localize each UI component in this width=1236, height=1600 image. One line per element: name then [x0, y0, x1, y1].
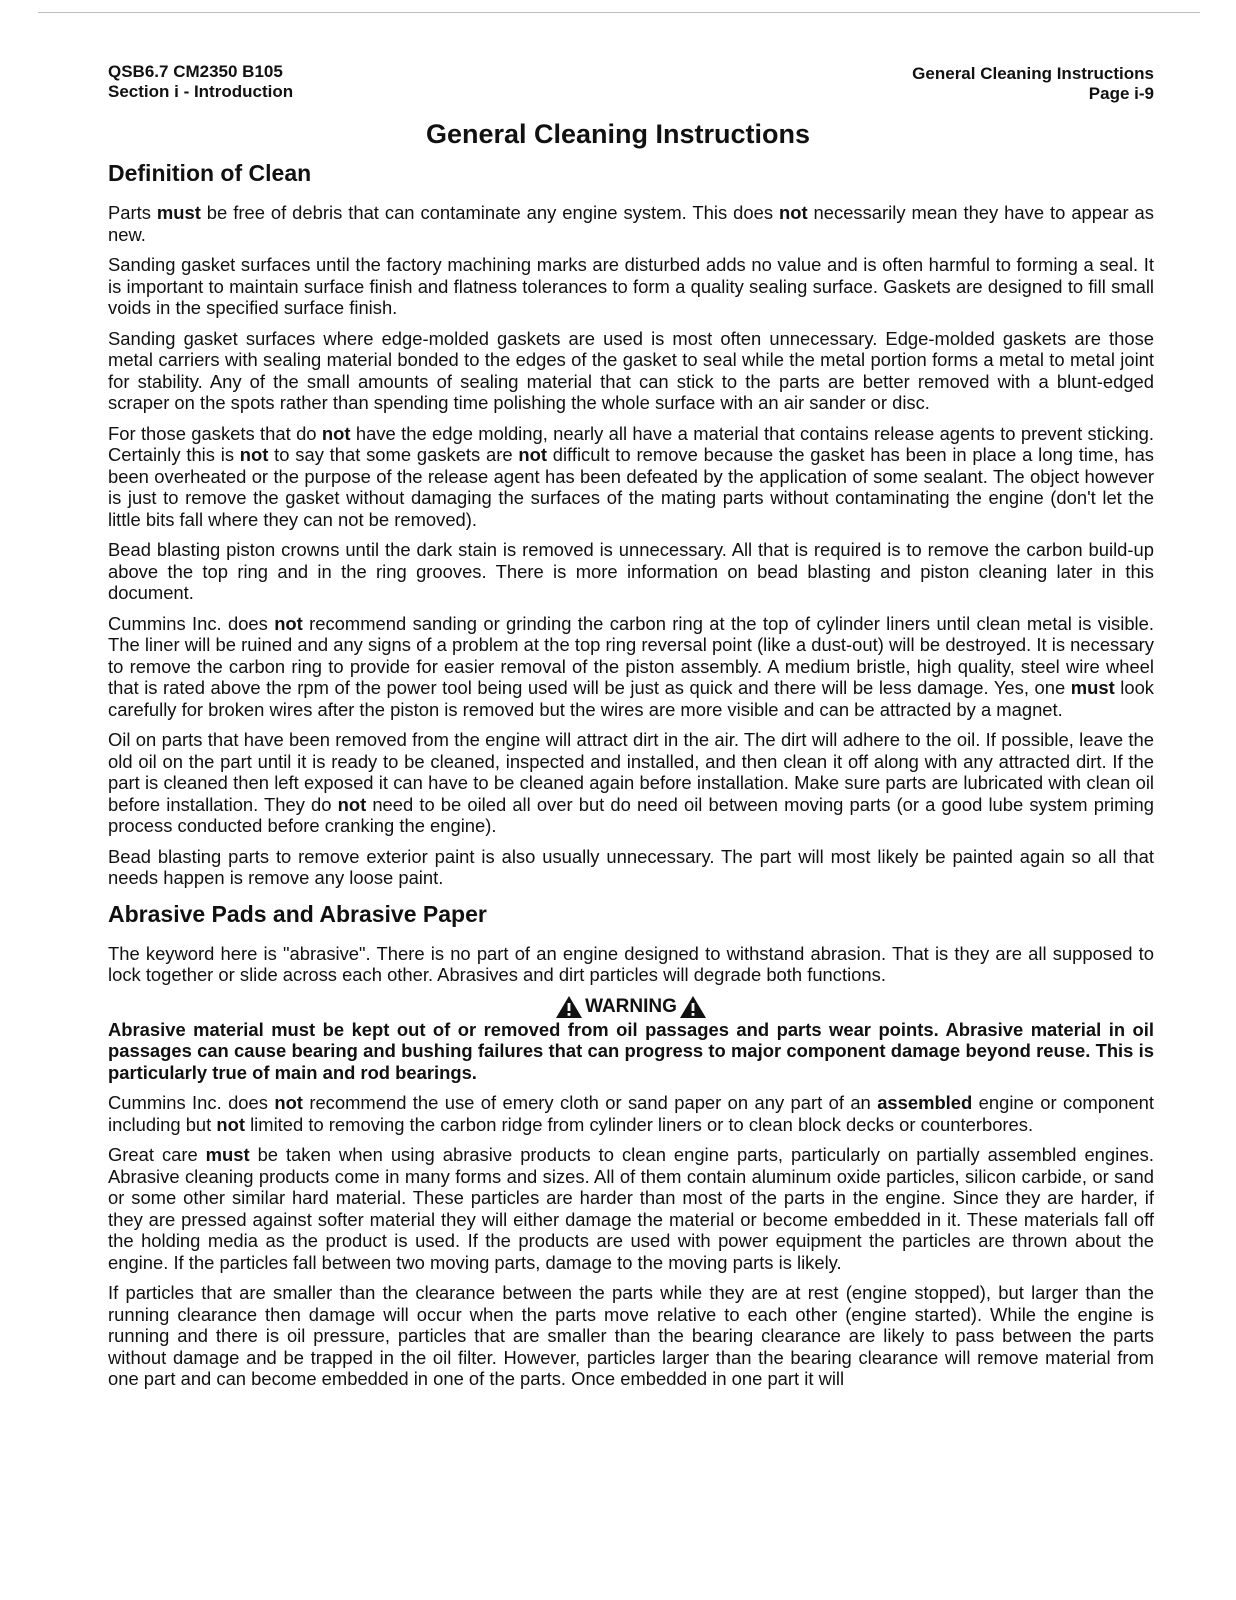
warning-triangle-icon: [555, 995, 583, 1019]
paragraph: Sanding gasket surfaces where edge-molded gaskets are used is most often unnecessary. Edge-molded gaskets are those metal carriers with sealing material bonded to the edges of the gasket to seal while the metal portion forms a metal to metal joint for stability. Any of the small amounts of sealing material that can stick to the parts are better removed with a blunt-edged scraper on the spots rather than spending time polishing the whole surface with an air sander or disc.: [108, 327, 1154, 413]
page-header: [108, 62, 1154, 104]
warning-triangle-icon: [679, 995, 707, 1019]
paragraph: Bead blasting piston crowns until the dark stain is removed is unnecessary. All that is required is to remove the carbon build-up above the top ring and in the ring grooves. There is more information on bead blasting and piston cleaning later in this document.: [108, 539, 1154, 603]
paragraph: Sanding gasket surfaces until the factory machining marks are disturbed adds no value and is often harmful to forming a seal. It is important to maintain surface finish and flatness tolerances to form a quality sealing surface. Gaskets are designed to fill small voids in the specified surface finish.: [108, 254, 1154, 318]
header-left: [108, 62, 293, 104]
header-topic: General Cleaning Instructions: [912, 64, 1154, 83]
warning-title: [108, 995, 1154, 1019]
paragraph: Bead blasting parts to remove exterior paint is also usually unnecessary. The part will most likely be painted again so all that needs happen is remove any loose paint.: [108, 845, 1154, 888]
paragraph: Cummins Inc. does not recommend the use of emery cloth or sand paper on any part of an assembled engine or component including but not limited to removing the carbon ridge from cylinder liners or to clean block decks or counterbores.: [108, 1092, 1154, 1135]
header-section: Section i - Introduction: [108, 82, 294, 101]
paragraph: Oil on parts that have been removed from the engine will attract dirt in the air. The dirt will adhere to the oil. If possible, leave the old oil on the part until it is ready to be cleaned, inspected and installed, and then clean it off along with any attracted dirt. If the part is cleaned then left exposed it can have to be cleaned again before installation. Make sure parts are lubricated with clean oil before installation. They do not need to be oiled all over but do need oil between moving parts (or a good lube system priming process conducted before cranking the engine).: [108, 729, 1154, 836]
header-model: QSB6.7 CM2350 B105: [108, 62, 283, 81]
paragraph: Great care must be taken when using abrasive products to clean engine parts, particularly on partially assembled engines. Abrasive cleaning products come in many forms and sizes. All of them contain aluminum oxide particles, silicon carbide, or sand or some other similar hard material. These particles are harder than most of the parts in the engine. Since they are harder, if they are pressed against softer material they will either damage the material or become embedded in it. These materials fall off the holding media as the product is used. If the products are used with power equipment the particles are thrown about the engine. If the particles fall between two moving parts, damage to the moving parts is likely.: [108, 1144, 1154, 1273]
warning-text: Abrasive material must be kept out of or removed from oil passages and parts wear points. Abrasive material in oil passages can cause bearing and bushing failures that can progress to major component damage beyond reuse. This is particularly true of main and rod bearings.: [108, 1018, 1154, 1083]
header-page-number: Page i-9: [1088, 84, 1154, 103]
section-heading-definition: Definition of Clean: [108, 160, 312, 186]
paragraph: Parts must be free of debris that can contaminate any engine system. This does not necessarily mean they have to appear as new.: [108, 202, 1154, 245]
section-heading-abrasive: Abrasive Pads and Abrasive Paper: [108, 900, 487, 927]
paragraph: The keyword here is "abrasive". There is no part of an engine designed to withstand abrasion. That is they are all supposed to lock together or slide across each other. Abrasives and dirt particles will degrade both functions.: [108, 942, 1154, 985]
paragraph: Cummins Inc. does not recommend sanding or grinding the carbon ring at the top of cylinder liners until clean metal is visible. The liner will be ruined and any signs of a problem at the top ring reversal point (like a dust-out) will be destroyed. It is necessary to remove the carbon ring to provide for easier removal of the piston assembly. A medium bristle, high quality, steel wire wheel that is rated above the rpm of the power tool being used will be just as quick and there will be less damage. Yes, one must look carefully for broken wires after the piston is removed but the wires are more visible and can be attracted by a magnet.: [108, 612, 1154, 720]
scan-top-rule: [38, 12, 1200, 13]
warning-label: WARNING: [585, 995, 677, 1017]
page-title: General Cleaning Instructions: [425, 119, 811, 149]
paragraph: If particles that are smaller than the clearance between the parts while they are at rest (engine stopped), but larger than the running clearance then damage will occur when the parts move relative to each other (engine started). While the engine is running and there is oil pressure, particles that are smaller than the bearing clearance are likely to pass between the parts without damage and be trapped in the oil filter. However, particles larger than the bearing clearance will remove material from one part and can become embedded in one of the parts. Once embedded in one part it will: [108, 1282, 1154, 1389]
header-right: [912, 64, 1154, 104]
document-body: [108, 158, 1154, 1399]
paragraph: For those gaskets that do not have the edge molding, nearly all have a material that contains release agents to prevent sticking. Certainly this is not to say that some gaskets are not difficult to remove because the gasket has been in place a long time, has been overheated or the purpose of the release agent has been defeated by the application of some sealant. The object however is just to remove the gasket without damaging the surfaces of the mating parts without contaminating the engine (don't let the little bits fall where they can not be removed).: [108, 422, 1154, 530]
